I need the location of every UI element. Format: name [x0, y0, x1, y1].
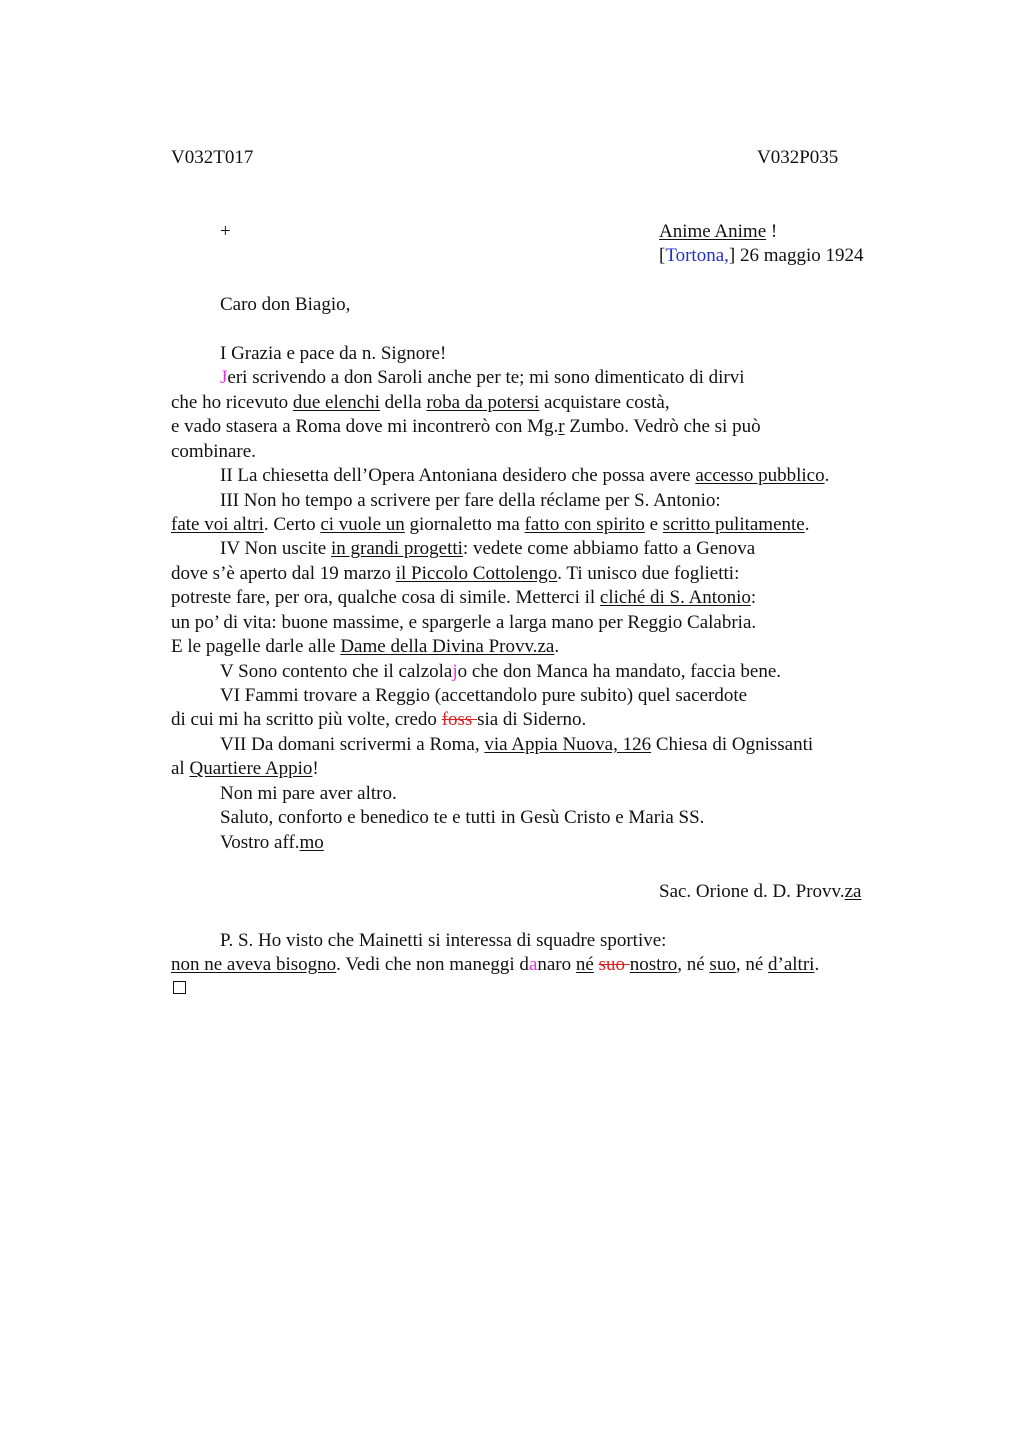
letter-line: Saluto, conforto e benedico te e tutti in Gesù Cristo e Maria SS.: [220, 807, 705, 828]
letter-line: I Grazia e pace da n. Signore!: [220, 343, 447, 364]
dateline-bracket-open: [: [659, 245, 666, 266]
letter-line: [171, 757, 319, 781]
underlined-text: scritto pulitamente: [662, 514, 805, 535]
dateline-date: 26 maggio 1924: [735, 245, 864, 266]
dateline-place: Tortona,: [665, 245, 729, 266]
letter-line: [171, 513, 809, 537]
underlined-text: mo: [299, 832, 324, 853]
document-code-left: V032T017: [171, 147, 254, 168]
letter-line: [171, 586, 756, 610]
text-run: VII Da domani scrivermi a Roma,: [220, 734, 485, 755]
letter-line: [171, 562, 739, 586]
letter-line: Non mi pare aver altro.: [220, 783, 397, 804]
cross-mark: +: [220, 221, 231, 242]
text-run: naro: [537, 954, 576, 975]
corrected-letter: J: [220, 367, 228, 388]
text-run: . Ti unisco due foglietti:: [557, 563, 740, 584]
text-run: della: [379, 392, 427, 413]
motto-text: Anime Anime: [659, 221, 767, 242]
postscript-line: P. S. Ho visto che Mainetti si interessa di squadre sportive:: [220, 930, 667, 951]
text-run: .: [554, 636, 560, 657]
text-run: Chiesa di Ognissanti: [651, 734, 814, 755]
text-run: . Vedi che non maneggi d: [336, 954, 529, 975]
underlined-text: za: [844, 881, 862, 902]
text-run: di cui mi ha scritto più volte, credo: [171, 709, 442, 730]
corrected-letter: j: [452, 661, 458, 682]
text-run: .: [814, 954, 820, 975]
text-run: al: [171, 758, 190, 779]
letter-line: [171, 366, 745, 390]
signature: [659, 880, 861, 904]
underlined-text: due elenchi: [292, 392, 380, 413]
underlined-text: via Appia Nuova, 126: [484, 734, 652, 755]
text-run: , né: [735, 954, 769, 975]
underlined-text: il Piccolo Cottolengo: [395, 563, 558, 584]
text-run: : vedete come abbiamo fatto a Genova: [462, 538, 756, 559]
letter-line: [171, 464, 829, 488]
underlined-text: non ne aveva bisogno: [171, 954, 337, 975]
text-run: IV Non uscite: [220, 538, 331, 559]
text-run: Vostro aff.: [220, 832, 300, 853]
text-run: e: [644, 514, 663, 535]
underlined-text: cliché di S. Antonio: [599, 587, 751, 608]
salutation: Caro don Biagio,: [220, 294, 351, 315]
closing: [171, 831, 324, 855]
underlined-text: fate voi altri: [171, 514, 264, 535]
underlined-text: fatto con spirito: [524, 514, 645, 535]
underlined-text: nostro: [629, 954, 678, 975]
struck-text: suo: [598, 954, 630, 975]
text-run: .: [824, 465, 830, 486]
text-run: dove s’è aperto dal 19 marzo: [171, 563, 396, 584]
text-run: che ho ricevuto: [171, 392, 293, 413]
letter-line: [171, 733, 813, 757]
text-run: !: [312, 758, 319, 779]
text-run: potreste fare, per ora, qualche cosa di simile. Metterci il: [171, 587, 600, 608]
letter-line: [171, 660, 781, 684]
underlined-text: in grandi progetti: [331, 538, 463, 559]
postscript-line: [171, 953, 819, 977]
letter-line: [171, 415, 761, 439]
text-run: Zumbo. Vedrò che si può: [564, 416, 761, 437]
signature-text: Sac. Orione d. D. Provv.: [659, 881, 845, 902]
letter-line: VI Fammi trovare a Reggio (accettandolo pure subito) quel sacerdote: [220, 685, 748, 706]
text-run: o che don Manca ha mandato, faccia bene.: [457, 661, 781, 682]
text-run: . Certo: [263, 514, 321, 535]
end-mark-box: [173, 981, 186, 994]
struck-text: foss: [441, 709, 478, 730]
underlined-text: roba da potersi: [426, 392, 540, 413]
underlined-text: r: [558, 416, 565, 437]
letter-line: III Non ho tempo a scrivere per fare della réclame per S. Antonio:: [220, 490, 721, 511]
text-run: , né: [677, 954, 710, 975]
text-run: giornaletto ma: [404, 514, 525, 535]
underlined-text: ci vuole un: [320, 514, 405, 535]
letter-line: [171, 391, 670, 415]
letter-line: combinare.: [171, 441, 256, 462]
letter-line: [171, 537, 755, 561]
motto: [659, 220, 777, 244]
text-run: acquistare costà,: [539, 392, 670, 413]
underlined-text: né: [575, 954, 594, 975]
letter-line: [171, 635, 559, 659]
text-run: sia di Siderno.: [477, 709, 587, 730]
dateline-bracket-close: ]: [728, 245, 736, 266]
text-run: V Sono contento che il calzola: [220, 661, 453, 682]
underlined-text: accesso pubblico: [695, 465, 825, 486]
underlined-text: d’altri: [768, 954, 815, 975]
motto-exclamation: !: [770, 221, 778, 242]
text-run: .: [804, 514, 810, 535]
letter-line: [171, 708, 586, 732]
underlined-text: Quartiere Appio: [189, 758, 313, 779]
text-run: :: [750, 587, 757, 608]
text-run: E le pagelle darle alle: [171, 636, 341, 657]
text-run: e vado stasera a Roma dove mi incontrerò con Mg.: [171, 416, 559, 437]
dateline: [659, 244, 863, 268]
text-run: II La chiesetta dell’Opera Antoniana desidero che possa avere: [220, 465, 696, 486]
letter-line: un po’ di vita: buone massime, e spargerle a larga mano per Reggio Calabria.: [171, 612, 757, 633]
corrected-letter: a: [528, 954, 538, 975]
underlined-text: Dame della Divina Provv.za: [340, 636, 555, 657]
underlined-text: suo: [709, 954, 736, 975]
document-code-right: V032P035: [757, 147, 839, 168]
text-run: eri scrivendo a don Saroli anche per te; mi sono dimenticato di dirvi: [227, 367, 745, 388]
